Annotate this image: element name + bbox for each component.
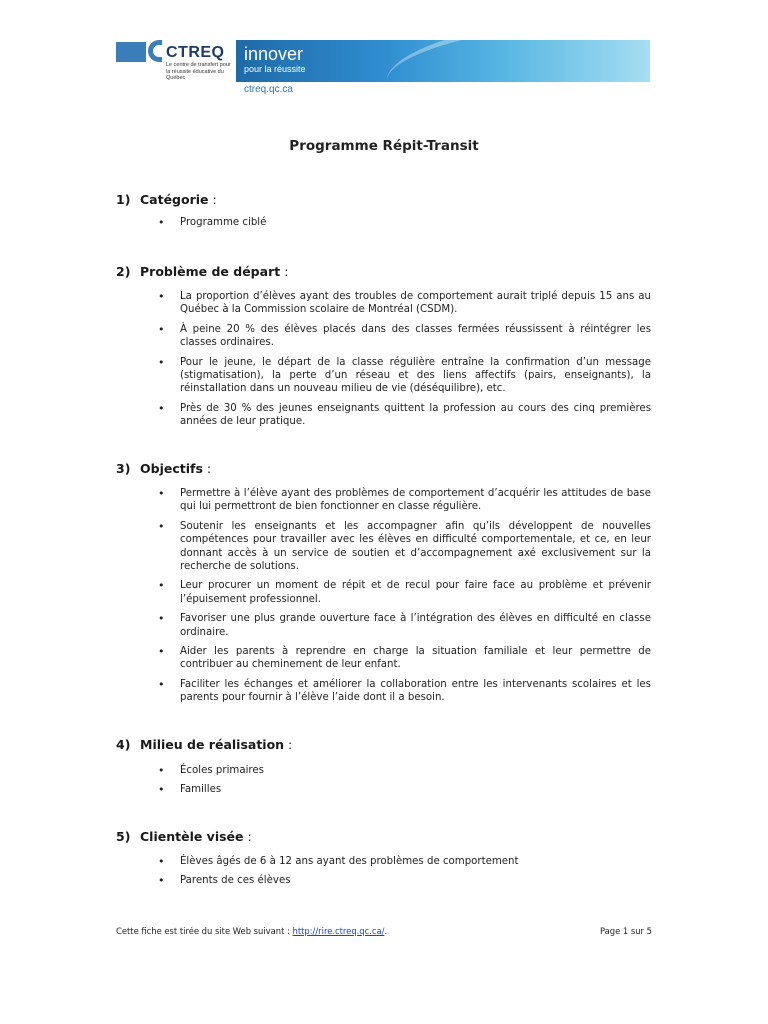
list-item: • Pour le jeune, le départ de la classe régulière entraîne la confirmation d’un message (stigmatisation), la perte d’un réseau et des liens affectifs (pairs, enseignants), la réinstallation dans un nouveau milieu de vie (déséquilibre), etc. bbox=[156, 356, 651, 396]
section-title: Problème de départ bbox=[140, 264, 281, 279]
section-heading-milieu: 4) Milieu de réalisation : bbox=[116, 737, 293, 752]
footer-source-end: . bbox=[384, 926, 388, 936]
list-item: • Faciliter les échanges et améliorer la collaboration entre les intervenants scolaires et les parents pour fournir à l’élève l’aide dont il a besoin. bbox=[156, 678, 651, 705]
section-number: 3) bbox=[116, 461, 131, 476]
section-number: 1) bbox=[116, 192, 131, 207]
list-item: • Permettre à l’élève ayant des problèmes de comportement d’acquérir les attitudes de base qui lui permettront de bien fonctionner en classe régulière. bbox=[156, 487, 651, 514]
innover-banner bbox=[236, 40, 650, 82]
list-item: • Familles bbox=[156, 783, 651, 796]
section-heading-categorie: 1) Catégorie : bbox=[116, 192, 217, 207]
section-title: Milieu de réalisation bbox=[140, 737, 285, 752]
section-number: 5) bbox=[116, 829, 131, 844]
ctreq-logo bbox=[116, 40, 234, 96]
section-list-milieu bbox=[156, 764, 651, 803]
banner-subtitle: pour la réussite bbox=[244, 64, 306, 74]
list-item: • Aider les parents à reprendre en charge la situation familiale et leur permettre de contribuer au cheminement de leur enfant. bbox=[156, 645, 651, 672]
section-list-probleme bbox=[156, 290, 651, 435]
list-item: • Élèves âgés de 6 à 12 ans ayant des problèmes de comportement bbox=[156, 855, 651, 868]
section-title: Clientèle visée bbox=[140, 829, 244, 844]
list-item: • À peine 20 % des élèves placés dans des classes fermées réussissent à réintégrer les classes ordinaires. bbox=[156, 323, 651, 350]
list-item: • Favoriser une plus grande ouverture face à l’intégration des élèves en difficulté en classe ordinaire. bbox=[156, 612, 651, 639]
list-item: • La proportion d’élèves ayant des troubles de comportement aurait triplé depuis 15 ans au Québec à la Commission scolaire de Montréal (CSDM). bbox=[156, 290, 651, 317]
footer-source bbox=[116, 926, 387, 936]
list-item: • Leur procurer un moment de répit et de recul pour faire face au problème et prévenir l’épuisement professionnel. bbox=[156, 579, 651, 606]
list-item: • Programme ciblé bbox=[156, 216, 651, 229]
page-title: Programme Répit-Transit bbox=[289, 138, 479, 154]
banner-title: innover bbox=[244, 44, 304, 64]
page-number: Page 1 sur 5 bbox=[599, 926, 652, 936]
logo-tagline: Le centre de transfert pour la réussite éducative du Québec bbox=[166, 62, 231, 81]
section-title: Catégorie bbox=[140, 192, 209, 207]
list-item: • Près de 30 % des jeunes enseignants quittent la profession au cours des cinq premières années de leur pratique. bbox=[156, 402, 651, 429]
logo-name: CTREQ bbox=[166, 44, 225, 61]
section-list-objectifs bbox=[156, 487, 651, 711]
list-item: • Parents de ces élèves bbox=[156, 874, 651, 887]
section-heading-objectifs: 3) Objectifs : bbox=[116, 461, 212, 476]
section-heading-clientele: 5) Clientèle visée : bbox=[116, 829, 252, 844]
section-title: Objectifs bbox=[140, 461, 203, 476]
list-item: • Écoles primaires bbox=[156, 764, 651, 777]
footer-source-link[interactable]: http://rire.ctreq.qc.ca/ bbox=[292, 926, 385, 936]
section-number: 2) bbox=[116, 264, 131, 279]
section-heading-probleme: 2) Problème de départ : bbox=[116, 264, 289, 279]
footer-source-text: Cette fiche est tirée du site Web suivant : bbox=[116, 926, 290, 936]
logo-square-icon bbox=[116, 42, 146, 62]
section-list-clientele bbox=[156, 855, 651, 894]
section-list-categorie bbox=[156, 216, 651, 235]
page-header bbox=[116, 40, 650, 98]
banner-swoosh-icon bbox=[382, 40, 650, 82]
logo-arc-icon bbox=[148, 40, 162, 62]
section-number: 4) bbox=[116, 737, 131, 752]
header-site-url: ctreq.qc.ca bbox=[244, 84, 293, 95]
list-item: • Soutenir les enseignants et les accompagner afin qu’ils développent de nouvelles compétences pour travailler avec les élèves en difficulté comportementale, et ce, en leur donnant accès à un service de soutien et d’accompagnement axé exclusivement sur la recherche de solutions. bbox=[156, 520, 651, 574]
